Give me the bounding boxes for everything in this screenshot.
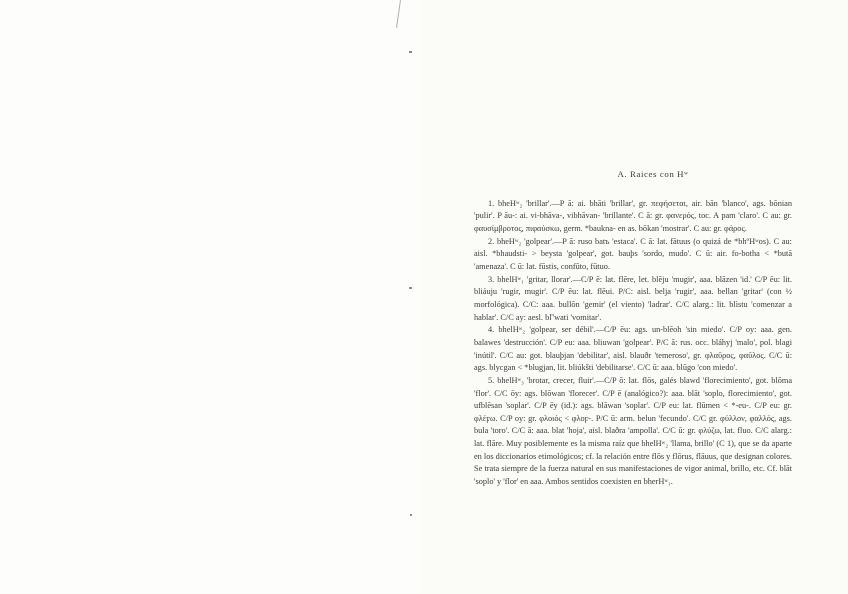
scan-mark [410, 514, 412, 516]
paragraph-entry-3: 3. bhelHʷ₁ 'gritar, llorar'.—C/P ē: lat. flēre, let. blēju 'mugir', aaa. blāzen 'id.' C/P ēu: lit. bliáuju 'rugir, mugir'. C/P ēu: lat. flēui. P/C: aisl. belja 'rugir', aaa. bellan 'gritar' (con ½ morfológica). C/C: aaa. bullōn 'gemir' (el viento) 'ladrar'. C/C alarg.: lit. blìstu 'comenzar a hablar'. C/C ay: aesl. bľ'wati 'vomitar'. [474, 274, 792, 322]
right-page-text [474, 168, 792, 489]
paragraph-entry-5: 5. bhelHʷ₃ 'brotar, crecer, fluir'.—C/P ō: lat. flōs, galés blawd 'florecimiento', got. blōma 'flor'. C/C ōy: ags. blōwan 'florecer'. C/P ē (analógico?): aaa. blāt 'soplo, florecimiento', got. ufblēsan 'soplar'. C/P ēy (id.): ags. blāwan 'soplar'. C/P eu: lat. flūmen < *-eu-. C/P eu: gr. φλέϝω. C/P oy: gr. φλοιός < φλοϝ-. P/C ū: arm. belun 'fecundo'. C/C gr. φύλλον, φαλλός, ags. bula 'toro'. C/C ā: aaa. blat 'hoja', aisl. blaðra 'ampolla'. C/C ū: gr. φλύζω, lat. fluo. C/C alarg.: lat. flāre. Muy posiblemente es la misma raíz que bhelHʷ₂ 'llama, brillo' (C 1), que se da aparte en los diccionarios etimológicos; cf. la relación entre flōs y flōrus, flāuus, que designan colores. Se trata siempre de la fuerza natural en sus manifestaciones de vigor animal, brillo, etc. Cf. blāt 'soplo' y 'flor' en aaa. Ambos sentidos coexisten en bherHʷ₁. [474, 375, 792, 487]
section-heading: A. Raices con Hʷ [617, 169, 689, 179]
scan-mark [409, 51, 412, 53]
paragraph-entry-1: 1. bheHʷ₂ 'brillar'.—P ā: ai. bhāti 'brillar', gr. πεφήσεται, air. bān 'blanco', ags. bōnian 'pulir'. P āu-: ai. vi-bhāva-, vibhāvan- 'brillante'. C ā: gr. φανερός, toc. A pam 'claro'. C au: gr. φαυσίμβροτος, πιφαύσκω, germ. *baukna- en as. bōkan 'mostrar'. C au: gr. φάρος. [474, 198, 792, 233]
paragraph-entry-2: 2. bheHʷ₂ 'golpear'.—P ā: ruso batъ 'estaca'. C ā: lat. fātuus (o quizá de *bhºHʷos). C au: aisl. *bhaudsti- > beysta 'golpear', got. bauþs 'sordo, mudo'. C ū: air. fo-botha < *butā 'amenaza'. C ū: lat. fūstis, confūto, fūtuo. [474, 236, 792, 271]
scan-mark [409, 287, 412, 289]
blank-left-page [0, 0, 420, 594]
paragraph-entry-4: 4. bhelHʷ₂ 'golpear, ser débil'.—C/P ēu: ags. un-blēoh 'sin miedo'. C/P oy: aaa. gen. balawes 'destrucción'. C/P eu: aaa. bliuwan 'golpear'. P/C ā: rus. occ. bláhyj 'malo', pol. blagi 'inútil'. C/C au: got. blauþjan 'debilitar', aisl. blauðr 'temeroso', gr. φλαῦρος, φαῦλος. C/C ū: ags. blycgan < *blugjan, lit. bliúkšti 'debilitarse'. C/C ū: aaa. blūgo 'con miedo'. [474, 325, 792, 373]
